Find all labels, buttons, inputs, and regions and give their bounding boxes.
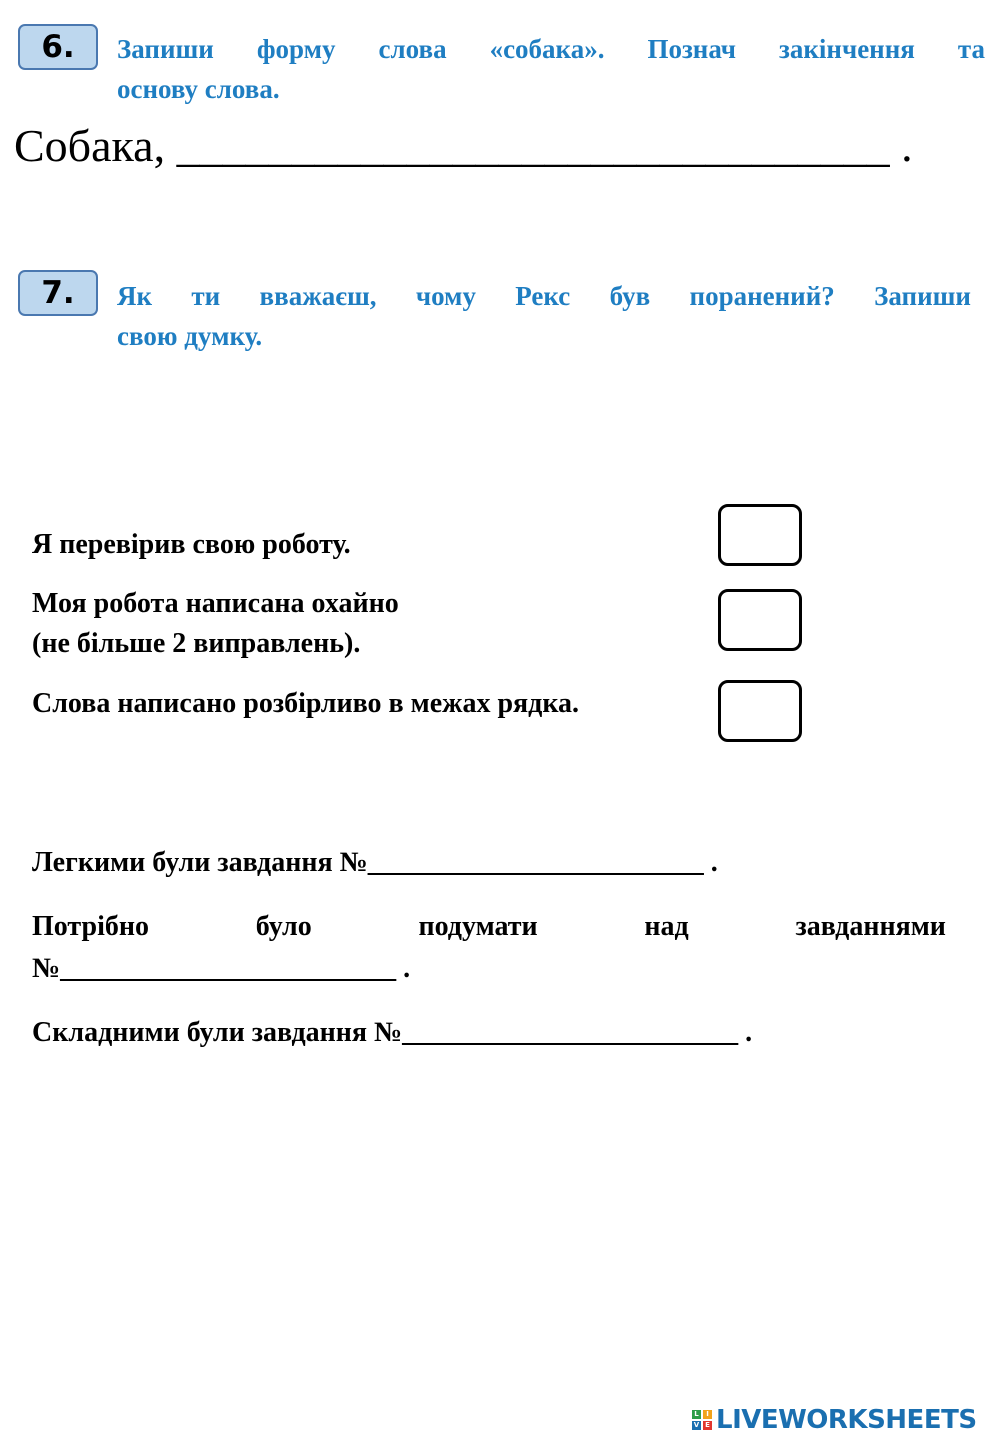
checkbox[interactable] <box>718 680 802 742</box>
task-number-badge <box>18 270 98 316</box>
checklist-item: Моя робота написана охайно <box>32 588 399 619</box>
reflection-think-line2: №________________________ . <box>32 953 411 984</box>
reflection-word: над <box>644 911 689 942</box>
answer-prefix: Собака, <box>14 120 166 171</box>
logo-letter: V <box>693 1421 700 1429</box>
instruction-line: Запиши форму слова «собака». Познач закінчення та <box>117 34 985 64</box>
reflection-word: подумати <box>418 911 538 942</box>
task-number: 7. <box>41 275 75 311</box>
answer-blank[interactable]: _______________________________ <box>176 120 890 171</box>
checkbox[interactable] <box>718 504 802 566</box>
reflection-word: завданнями <box>795 911 946 942</box>
reflection-think <box>32 907 946 947</box>
reflection-easy: Легкими були завдання №________________________ . <box>32 847 718 878</box>
liveworksheets-logo <box>692 1402 977 1438</box>
logo-mark-icon <box>692 1410 712 1430</box>
instruction-line: свою думку. <box>117 321 263 351</box>
task-number-badge <box>18 24 98 70</box>
task-number: 6. <box>41 29 75 65</box>
answer-end: . <box>901 120 913 171</box>
checkbox[interactable] <box>718 589 802 651</box>
logo-letter: I <box>703 1410 712 1419</box>
logo-letter: E <box>703 1421 712 1430</box>
logo-letter: L <box>692 1410 701 1419</box>
reflection-word: було <box>255 911 312 942</box>
instruction-line: Як ти вважаєш, чому Рекс був поранений? Запиши <box>117 281 971 311</box>
checklist-item: Я перевірив свою роботу. <box>32 529 351 560</box>
task-instruction <box>117 276 971 356</box>
logo-text: LIVEWORKSHEETS <box>716 1405 977 1435</box>
instruction-line: основу слова. <box>117 74 280 104</box>
task-instruction <box>117 29 985 109</box>
checklist-item: Слова написано розбірливо в межах рядка. <box>32 688 580 719</box>
answer-line <box>14 118 913 174</box>
reflection-hard: Складними були завдання №________________________ . <box>32 1017 753 1048</box>
reflection-word: Потрібно <box>32 911 149 942</box>
checklist-item: (не більше 2 виправлень). <box>32 628 361 659</box>
